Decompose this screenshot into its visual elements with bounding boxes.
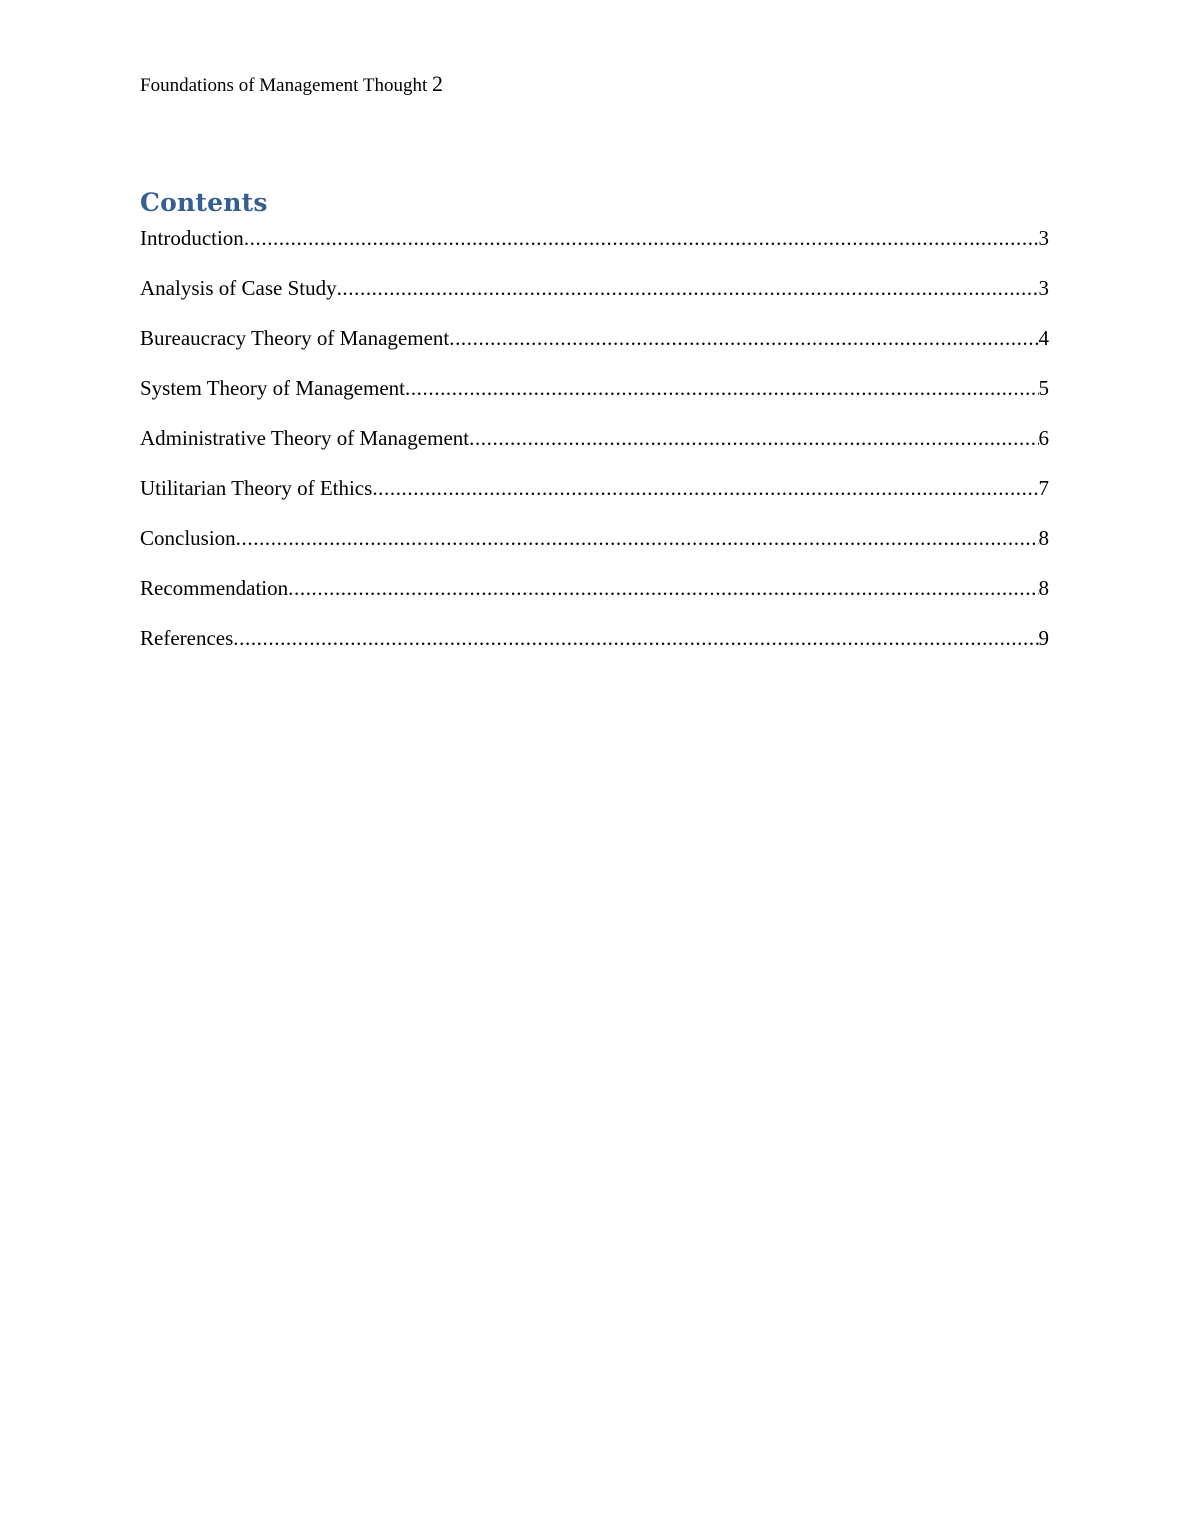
toc-entry-page: 8	[1038, 576, 1049, 600]
toc-entry-title: Recommendation	[140, 576, 289, 600]
toc-entry-page: 5	[1038, 376, 1049, 400]
toc-entry-title: Analysis of Case Study	[140, 276, 337, 300]
toc-dot-leader	[469, 424, 1038, 452]
toc-dot-leader	[449, 324, 1038, 352]
toc-entry-title: Introduction	[140, 226, 244, 250]
toc-dot-leader	[372, 474, 1038, 502]
toc-entry-title: References	[140, 626, 234, 650]
toc-dot-leader	[233, 624, 1038, 652]
toc-entry-recommendation[interactable]	[140, 574, 1049, 624]
toc-entry-conclusion[interactable]	[140, 524, 1049, 574]
page-number: 2	[432, 71, 444, 96]
toc-dot-leader	[244, 224, 1039, 252]
toc-entry-title: Utilitarian Theory of Ethics	[140, 476, 373, 500]
toc-entry-bureaucracy-theory[interactable]	[140, 324, 1049, 374]
toc-entry-page: 9	[1038, 626, 1049, 650]
toc-entry-analysis-of-case-study[interactable]	[140, 274, 1049, 324]
toc-entry-page: 4	[1038, 326, 1049, 350]
toc-entry-page: 6	[1038, 426, 1049, 450]
table-of-contents	[140, 224, 1049, 674]
toc-entry-references[interactable]	[140, 624, 1049, 674]
toc-dot-leader	[405, 374, 1039, 402]
toc-heading: Contents	[140, 188, 268, 217]
toc-entry-title: Conclusion	[140, 526, 236, 550]
toc-entry-title: System Theory of Management	[140, 376, 405, 400]
toc-dot-leader	[337, 274, 1039, 302]
toc-entry-introduction[interactable]	[140, 224, 1049, 274]
running-header	[140, 70, 443, 100]
toc-entry-page: 7	[1038, 476, 1049, 500]
toc-entry-page: 3	[1038, 226, 1049, 250]
toc-entry-title: Bureaucracy Theory of Management	[140, 326, 450, 350]
toc-entry-page: 8	[1038, 526, 1049, 550]
toc-dot-leader	[236, 524, 1039, 552]
toc-entry-title: Administrative Theory of Management	[140, 426, 470, 450]
toc-entry-utilitarian-theory[interactable]	[140, 474, 1049, 524]
toc-dot-leader	[288, 574, 1038, 602]
toc-entry-page: 3	[1038, 276, 1049, 300]
toc-entry-system-theory[interactable]	[140, 374, 1049, 424]
running-header-title: Foundations of Management Thought	[140, 75, 428, 96]
toc-entry-administrative-theory[interactable]	[140, 424, 1049, 474]
